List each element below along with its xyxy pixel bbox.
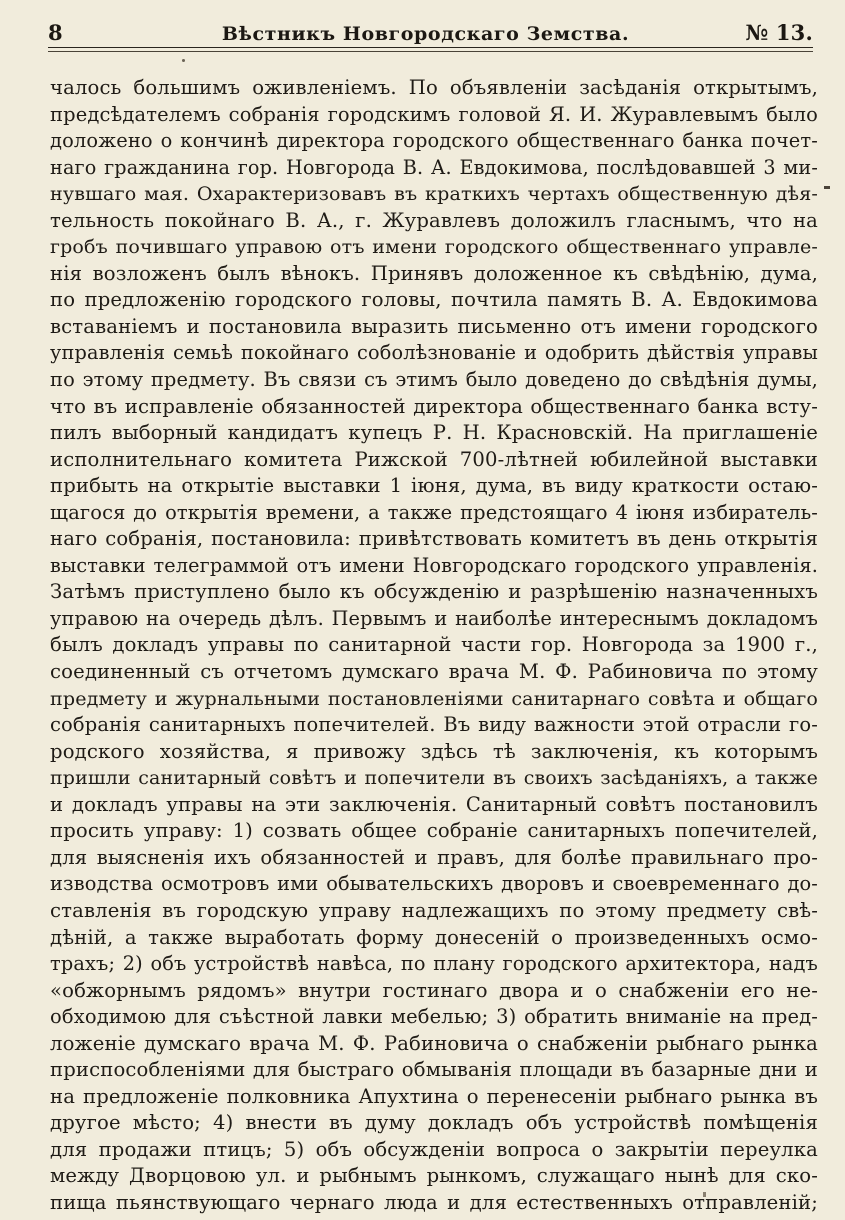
page-number: 8 bbox=[48, 20, 63, 45]
text-line: родского хозяйства, я привожу здѣсь тѣ заключенія, къ которымъ bbox=[50, 739, 818, 763]
header-rule-thin bbox=[48, 51, 813, 52]
text-line: между Дворцовою ул. и рыбнымъ рынкомъ, служащаго нынѣ для ско- bbox=[50, 1164, 818, 1188]
text-line: и докладъ управы на эти заключенія. Санитарный совѣтъ постановилъ bbox=[50, 792, 818, 816]
text-line: дѣній, а также выработать форму донесеній о произведенныхъ осмо- bbox=[50, 925, 818, 949]
body-text bbox=[50, 75, 818, 1217]
text-line: гробъ почившаго управою отъ имени городского общественнаго управле- bbox=[50, 236, 818, 259]
issue-number: № 13. bbox=[745, 20, 813, 45]
text-line: другое мѣсто; 4) внести въ думу докладъ объ устройствѣ помѣщенія bbox=[50, 1111, 818, 1135]
text-line: по предложенію городского головы, почтила память В. А. Евдокимова bbox=[50, 288, 818, 312]
text-line: что въ исправленіе обязанностей директора общественнаго банка всту- bbox=[50, 394, 818, 418]
text-line: предмету и журнальными постановленіями санитарнаго совѣта и общаго bbox=[50, 687, 818, 710]
text-line: щагося до открытія времени, а также предстоящаго 4 іюня избиратель- bbox=[50, 500, 818, 524]
text-line: для продажи птицъ; 5) объ обсужденіи вопроса о закрытіи переулка bbox=[50, 1137, 818, 1161]
text-line: прибыть на открытіе выставки 1 іюня, дума, въ виду краткости остаю- bbox=[50, 474, 818, 498]
text-line: соединенный съ отчетомъ думскаго врача М. Ф. Рабиновича по этому bbox=[50, 660, 818, 684]
text-line: собранія санитарныхъ попечителей. Въ виду важности этой отрасли го- bbox=[50, 713, 818, 737]
text-line: пилъ выборный кандидатъ купецъ Р. Н. Красновскій. На приглашеніе bbox=[50, 421, 818, 445]
text-line: ставленія въ городскую управу надлежащихъ по этому предмету свѣ- bbox=[50, 898, 818, 922]
text-line: былъ докладъ управы по санитарной части гор. Новгорода за 1900 г., bbox=[50, 633, 818, 657]
text-line: на предложеніе полковника Апухтина о перенесеніи рыбнаго рынка въ bbox=[50, 1084, 818, 1108]
text-line: пришли санитарный совѣтъ и попечители въ своихъ засѣданіяхъ, а также bbox=[50, 767, 818, 790]
text-line: исполнительнаго комитета Рижской 700-лѣтней юбилейной выставки bbox=[50, 447, 818, 471]
text-line: предсѣдателемъ собранія городскимъ головой Я. И. Журавлевымъ было bbox=[50, 102, 818, 126]
header-rule bbox=[48, 47, 813, 48]
journal-title: Вѣстникъ Новгородскаго Земства. bbox=[221, 23, 630, 45]
text-line: «обжорнымъ рядомъ» внутри гостинаго двора и о снабженіи его не- bbox=[50, 978, 818, 1002]
text-line: просить управу: 1) созвать общее собраніе санитарныхъ попечителей, bbox=[50, 819, 818, 843]
text-line: наго гражданина гор. Новгорода В. А. Евдокимова, послѣдовавшей 3 ми- bbox=[50, 155, 818, 179]
text-line: выставки телеграммой отъ имени Новгородскаго городского управленія. bbox=[50, 553, 818, 577]
text-line: нувшаго мая. Охарактеризовавъ въ краткихъ чертахъ общественную дѣя- bbox=[50, 182, 818, 206]
text-line: Затѣмъ приступлено было къ обсужденію и разрѣшенію назначенныхъ bbox=[50, 580, 818, 604]
text-line: изводства осмотровъ ими обывательскихъ дворовъ и своевременнаго до- bbox=[50, 872, 818, 896]
text-line: трахъ; 2) объ устройствѣ навѣса, по плану городского архитектора, надъ bbox=[50, 952, 818, 976]
text-line: нія возложенъ былъ вѣнокъ. Принявъ доложенное къ свѣдѣнію, дума, bbox=[50, 261, 818, 285]
text-line: приспособленіями для быстраго обмыванія площади въ базарные дни и bbox=[50, 1058, 818, 1082]
text-line: управою на очередь дѣлъ. Первымъ и наиболѣе интереснымъ докладомъ bbox=[50, 606, 818, 630]
text-line: управленія семьѣ покойнаго соболѣзнованіе и одобрить дѣйствія управы bbox=[50, 341, 818, 365]
text-line: чалось большимъ оживленіемъ. По объявленіи засѣданія открытымъ, bbox=[50, 76, 818, 99]
text-line: тельность покойнаго В. А., г. Журавлевъ доложилъ гласнымъ, что на bbox=[50, 208, 818, 232]
text-line: ложеніе думскаго врача М. Ф. Рабиновича о снабженіи рыбнаго рынка bbox=[50, 1031, 818, 1055]
text-line: обходимою для съѣстной лавки мебелью; 3) обратить вниманіе на пред- bbox=[50, 1005, 818, 1029]
text-line: вставаніемъ и постановила выразить письменно отъ имени городского bbox=[50, 314, 818, 338]
text-line: для выясненія ихъ обязанностей и правъ, для болѣе правильнаго про- bbox=[50, 845, 818, 869]
text-line: наго собранія, постановила: привѣтствовать комитетъ въ день открытія bbox=[50, 527, 818, 551]
text-line: пища пьянствующаго чернаго люда и для естественныхъ отправленій; bbox=[50, 1190, 818, 1214]
margin-mark bbox=[824, 186, 830, 189]
text-line: по этому предмету. Въ связи съ этимъ было доведено до свѣдѣнія думы, bbox=[50, 368, 818, 392]
print-speck bbox=[182, 59, 185, 62]
running-header bbox=[48, 20, 813, 46]
text-line: доложено о кончинѣ директора городского общественнаго банка почет- bbox=[50, 129, 818, 153]
